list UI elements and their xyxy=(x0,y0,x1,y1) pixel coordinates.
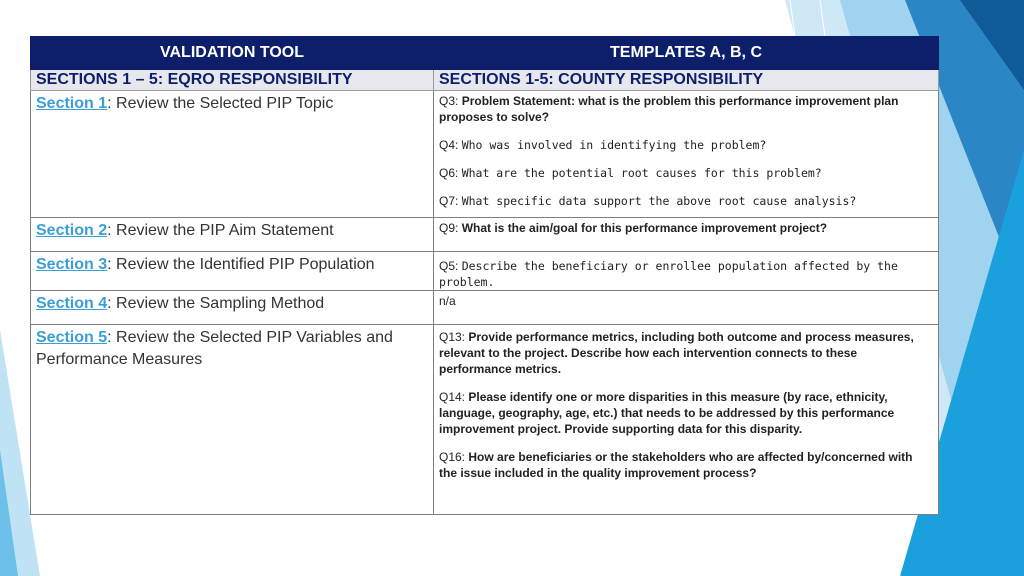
validation-tool-header: VALIDATION TOOL xyxy=(31,37,434,70)
question-text: What is the aim/goal for this performance improvement project? xyxy=(461,221,828,235)
question-item xyxy=(439,258,932,290)
questions-cell xyxy=(434,252,939,291)
question-number: n/a xyxy=(439,294,456,308)
section-2-link[interactable]: Section 2 xyxy=(36,222,108,239)
table-subheader-row xyxy=(31,70,939,91)
templates-header: TEMPLATES A, B, C xyxy=(434,37,939,70)
section-5-text: : Review the Selected PIP Variables and Performance Measures xyxy=(36,329,393,368)
questions-cell xyxy=(434,218,939,252)
question-text: Please identify one or more disparities in this measure (by race, ethnicity, language, geography, age, etc.) that needs to be addressed by this performance improvement project. Provide supporting data for this disparity. xyxy=(439,390,895,436)
question-text: Who was involved in identifying the problem? xyxy=(461,138,767,152)
table-row xyxy=(31,325,939,515)
question-text: What specific data support the above root cause analysis? xyxy=(461,194,857,208)
question-item xyxy=(439,389,932,437)
table-row xyxy=(31,91,939,218)
county-responsibility-label: SECTIONS 1-5: COUNTY RESPONSIBILITY xyxy=(434,70,939,91)
question-number: Q7: xyxy=(439,194,459,208)
question-item xyxy=(439,449,932,481)
eqro-responsibility-label: SECTIONS 1 – 5: EQRO RESPONSIBILITY xyxy=(31,70,434,91)
question-number: Q6: xyxy=(439,166,459,180)
section-1-link[interactable]: Section 1 xyxy=(36,95,108,112)
section-cell xyxy=(31,218,434,252)
section-5-link[interactable]: Section 5 xyxy=(36,329,108,346)
section-cell xyxy=(31,91,434,218)
question-number: Q5: xyxy=(439,259,459,273)
question-number: Q14: xyxy=(439,390,466,404)
question-item xyxy=(439,193,932,209)
section-cell xyxy=(31,325,434,515)
questions-cell xyxy=(434,325,939,515)
section-2-text: : Review the PIP Aim Statement xyxy=(107,222,334,239)
question-text: Problem Statement: what is the problem this performance improvement plan proposes to solve? xyxy=(439,94,899,124)
question-item xyxy=(439,293,932,309)
section-3-text: : Review the Identified PIP Population xyxy=(107,256,375,273)
question-text: What are the potential root causes for this problem? xyxy=(461,166,822,180)
crosswalk-table xyxy=(30,36,939,515)
section-cell xyxy=(31,252,434,291)
question-number: Q4: xyxy=(439,138,459,152)
question-item xyxy=(439,137,932,153)
question-text: Describe the beneficiary or enrollee population affected by the problem. xyxy=(439,259,898,289)
question-item xyxy=(439,329,932,377)
questions-cell xyxy=(434,91,939,218)
questions-cell xyxy=(434,291,939,325)
section-3-link[interactable]: Section 3 xyxy=(36,256,108,273)
table-header-row xyxy=(31,37,939,70)
question-number: Q13: xyxy=(439,330,466,344)
section-4-link[interactable]: Section 4 xyxy=(36,295,108,312)
question-text: Provide performance metrics, including both outcome and process measures, relevant to the project. Describe how each intervention connects to these performance metrics. xyxy=(439,330,914,376)
question-item xyxy=(439,93,932,125)
section-1-text: : Review the Selected PIP Topic xyxy=(107,95,334,112)
question-number: Q16: xyxy=(439,450,466,464)
section-4-text: : Review the Sampling Method xyxy=(107,295,325,312)
question-text: How are beneficiaries or the stakeholders who are affected by/concerned with the issue included in the quality improvement process? xyxy=(439,450,913,480)
question-number: Q3: xyxy=(439,94,459,108)
table-row xyxy=(31,218,939,252)
question-number: Q9: xyxy=(439,221,459,235)
section-cell xyxy=(31,291,434,325)
table-row xyxy=(31,291,939,325)
question-item xyxy=(439,165,932,181)
table-row xyxy=(31,252,939,291)
question-item xyxy=(439,220,932,236)
